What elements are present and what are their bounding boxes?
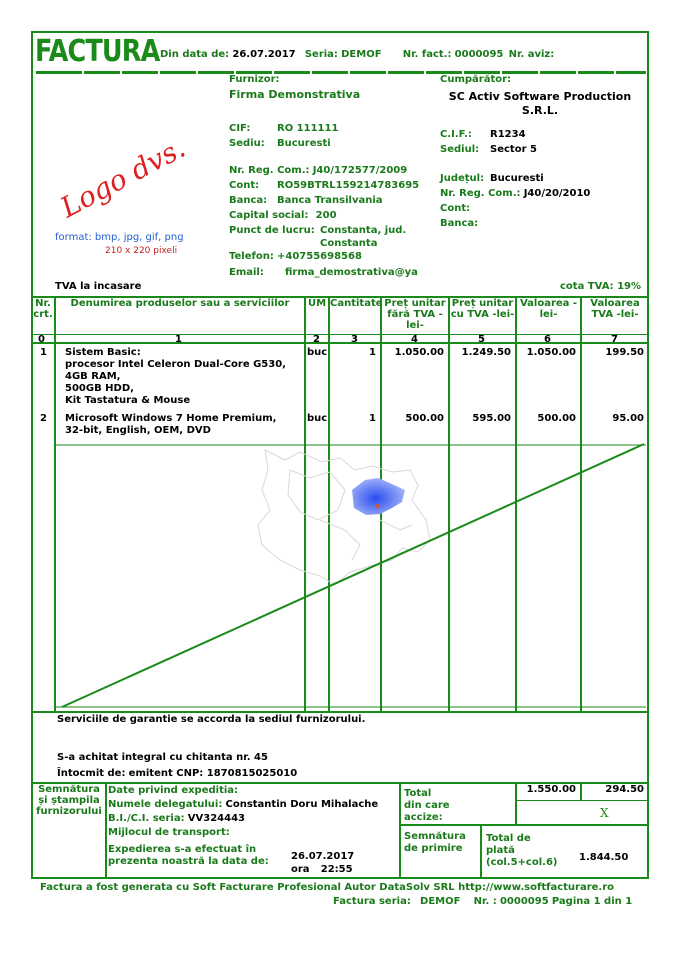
tva-cash: TVA la incasare xyxy=(55,281,142,292)
desc-line: procesor Intel Celeron Dual-Core G530, xyxy=(65,359,286,370)
total-label xyxy=(404,788,450,824)
invoice-no-label: Nr. fact.: xyxy=(402,49,452,60)
col-header-tva: Valoarea TVA -lei- xyxy=(590,298,640,320)
row-value: 500.00 xyxy=(537,413,576,424)
row-um: buc xyxy=(307,347,328,358)
buyer-reg-value: J40/20/2010 xyxy=(523,188,591,199)
buyer-county-label: Județul: xyxy=(440,173,485,184)
row-price: 500.00 xyxy=(405,413,444,424)
ship-time-value: 22:55 xyxy=(320,864,353,875)
page-nr-label: Nr. : xyxy=(473,896,497,907)
col-header-qty: Cantitate xyxy=(330,298,383,309)
buyer-cif-value: R1234 xyxy=(490,129,526,140)
col-index: 0 xyxy=(38,334,45,345)
buyer-seat-label: Sediul: xyxy=(440,144,480,155)
logo-format: format: bmp, jpg, gif, png xyxy=(55,232,184,243)
footer-line xyxy=(399,824,649,826)
buyer-name-line-1: SC Activ Software Production xyxy=(448,90,632,103)
row-qty: 1 xyxy=(369,413,376,424)
date-label: Din data de: xyxy=(160,49,230,60)
shipping-block xyxy=(108,784,378,840)
map-marker-icon xyxy=(376,504,380,508)
logo-placeholder: Logo dvs. xyxy=(55,131,191,225)
invoice-title: FACTURA xyxy=(35,34,160,69)
buyer-county-value: Bucuresti xyxy=(490,173,544,184)
col-index: 1 xyxy=(175,334,182,345)
excise-mark: X xyxy=(600,806,609,820)
col-index: 5 xyxy=(478,334,485,345)
invoice-no-value: 0000095 xyxy=(454,49,504,60)
col-header-nr: Nr. crt. xyxy=(33,298,53,320)
ship-date: 26.07.2017 xyxy=(291,851,355,862)
strike-diagonal-line xyxy=(62,444,644,707)
grand-total-value: 1.844.50 xyxy=(579,852,629,863)
footer-divider xyxy=(105,783,107,879)
supplier-bank-value: Banca Transilvania xyxy=(277,195,383,206)
col-header-price: Preț unitar fără TVA -lei- xyxy=(384,298,446,331)
supplier-signature xyxy=(34,784,104,817)
sign-line: Semnătura xyxy=(404,831,466,842)
supplier-email-value: firma_demostrativa@ya xyxy=(285,267,418,278)
id-label: B.I./C.I. seria: xyxy=(108,813,185,824)
supplier-cif-label: CIF: xyxy=(229,123,251,134)
series-value: DEMOF xyxy=(341,49,382,60)
supplier-account-value: RO59BTRL159214783695 xyxy=(277,180,420,191)
ship-time-label: ora xyxy=(291,864,310,875)
id-value: VV324443 xyxy=(187,813,245,824)
supplier-capital-value: 200 xyxy=(315,210,337,221)
buyer-cif-label: C.I.F.: xyxy=(440,129,472,140)
europe-outline-icon xyxy=(258,450,430,585)
supplier-capital-label: Capital social: xyxy=(229,210,309,221)
shipping-line: prezenta noastră la data de: xyxy=(108,856,269,867)
col-index: 7 xyxy=(611,334,618,345)
drawn-by-value: emitent CNP: 1870815025010 xyxy=(128,768,298,779)
buyer-reg-label: Nr. Reg. Com.: xyxy=(440,188,521,199)
col-index: 4 xyxy=(411,334,418,345)
row-value: 1.050.00 xyxy=(526,347,576,358)
col-header-desc: Denumirea produselor sau a serviciilor xyxy=(70,298,290,309)
page-info xyxy=(333,896,632,907)
supplier-account-label: Cont: xyxy=(229,180,260,191)
notice-label: Nr. aviz: xyxy=(508,49,555,60)
desc-line: 4GB RAM, xyxy=(65,371,121,382)
total-line: Total xyxy=(404,788,432,799)
row-tva: 95.00 xyxy=(612,413,644,424)
total-line: din care xyxy=(404,800,450,811)
page-nr-value: 0000095 xyxy=(499,896,549,907)
sign-line: de primire xyxy=(404,843,463,854)
grand-line: (col.5+col.6) xyxy=(486,857,558,868)
col-index: 6 xyxy=(544,334,551,345)
transport-label: Mijlocul de transport: xyxy=(108,827,230,838)
footer-divider xyxy=(399,783,401,879)
grand-line: plată xyxy=(486,845,515,856)
delegate-label: Numele delegatului: xyxy=(108,799,223,810)
row-nr: 2 xyxy=(40,413,47,424)
page-count: Pagina 1 din 1 xyxy=(551,896,633,907)
row-um: buc xyxy=(307,413,328,424)
row-price: 1.050.00 xyxy=(394,347,444,358)
date-value: 26.07.2017 xyxy=(232,49,296,60)
total-value: 1.550.00 xyxy=(526,784,576,795)
delegate-value: Constantin Doru Mihalache xyxy=(225,799,379,810)
grand-total-label xyxy=(486,833,557,869)
supplier-seat-value: Bucuresti xyxy=(277,138,331,149)
grand-line: Total de xyxy=(486,833,531,844)
col-index: 2 xyxy=(313,334,320,345)
logo-size: 210 x 220 pixeli xyxy=(105,246,178,256)
row-tva: 199.50 xyxy=(605,347,644,358)
ship-time xyxy=(291,864,353,875)
col-header-um: UM xyxy=(307,298,327,309)
buyer-bank-label: Banca: xyxy=(440,218,479,229)
row-price-tva: 595.00 xyxy=(472,413,511,424)
supplier-reg-label: Nr. Reg. Com.: xyxy=(229,165,310,176)
drawn-by-label: Întocmit de: xyxy=(57,768,126,779)
desc-line: 500GB HDD, xyxy=(65,383,134,394)
shipping-line: Expedierea s-a efectuat în xyxy=(108,844,257,855)
supplier-phone-value: +40755698568 xyxy=(277,251,362,262)
desc-line: 32-bit, English, OEM, DVD xyxy=(65,425,211,436)
col-index: 3 xyxy=(351,334,358,345)
total-tva: 294.50 xyxy=(605,784,644,795)
col-header-value: Valoarea -lei- xyxy=(519,298,578,320)
warranty-note: Serviciile de garantie se accorda la sediul furnizorului. xyxy=(57,714,366,725)
supplier-workpoint-value-2: Constanta xyxy=(320,238,378,249)
supplier-bank-label: Banca: xyxy=(229,195,268,206)
buyer-heading-text: Cumpărător: xyxy=(440,74,512,85)
supplier-workpoint-label: Punct de lucru: xyxy=(229,225,315,236)
drawn-by xyxy=(57,768,297,779)
sign-line: Semnătura xyxy=(38,784,100,795)
supplier-phone-label: Telefon: xyxy=(229,251,274,262)
receiver-signature xyxy=(404,831,466,855)
desc-line: Microsoft Windows 7 Home Premium, xyxy=(65,413,277,424)
page-series-label: Factura seria: xyxy=(333,896,411,907)
sign-line: furnizorului xyxy=(36,806,102,817)
supplier-heading: Furnizor: xyxy=(229,74,280,85)
total-line: accize: xyxy=(404,812,443,823)
col-header-price-tva: Preț unitar cu TVA -lei- xyxy=(450,298,515,320)
row-qty: 1 xyxy=(369,347,376,358)
row-nr: 1 xyxy=(40,347,47,358)
supplier-workpoint-value: Constanta, jud. xyxy=(320,225,407,236)
supplier-name: Firma Demonstrativa xyxy=(229,88,361,101)
footer-divider xyxy=(480,825,482,879)
shipping-heading: Date privind expeditia: xyxy=(108,785,239,796)
supplier-cif-value: RO 111111 xyxy=(277,123,339,134)
supplier-seat-label: Sediu: xyxy=(229,138,265,149)
desc-line: Sistem Basic: xyxy=(65,347,141,358)
row-price-tva: 1.249.50 xyxy=(461,347,511,358)
supplier-reg-value: J40/172577/2009 xyxy=(312,165,408,176)
series-label: Seria: xyxy=(304,49,338,60)
supplier-email-label: Email: xyxy=(229,267,264,278)
payment-note: S-a achitat integral cu chitanta nr. 45 xyxy=(57,752,268,763)
footer-line xyxy=(515,800,649,801)
buyer-name-line-2: S.R.L. xyxy=(521,104,559,117)
sign-line: și ștampila xyxy=(38,795,100,806)
buyer-account-label: Cont: xyxy=(440,203,471,214)
romania-map-icon xyxy=(352,478,405,515)
page-series-value: DEMOF xyxy=(420,896,461,907)
shipping-statement xyxy=(108,844,269,868)
tva-rate: cota TVA: 19% xyxy=(560,281,642,292)
buyer-seat-value: Sector 5 xyxy=(490,144,537,155)
desc-line: Kit Tastatura & Mouse xyxy=(65,395,191,406)
generated-note: Factura a fost generata cu Soft Facturare Profesional Autor DataSolv SRL http://www.softfacturare.ro xyxy=(40,882,615,893)
